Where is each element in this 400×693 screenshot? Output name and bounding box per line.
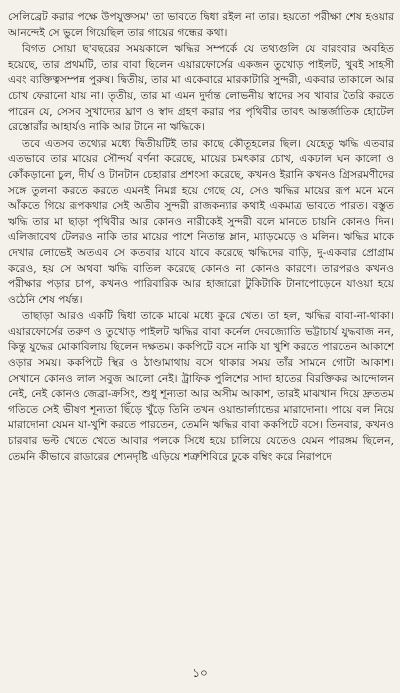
page-body	[8, 10, 394, 680]
page-number: ১০	[192, 666, 208, 680]
paragraph-3: তবে এতসব তথ্যের মধ্যে দ্বিতীয়টিই তার কাছে কৌতূহলের ছিল। যেহেতু ঋদ্ধি এতবার এতভাবে তার মায়ের সৌন্দর্য বর্ণনা করেছে, মায়ের চমৎকার চোখ, একঢাল ঘন কালো ও কোঁকড়ানো চুল, দীর্ঘ ও টানটান চেহারার প্রশংসা করেছে, কখনও ইরানি কখনও গ্রিসরমণীদের সঙ্গে তুলনা করতে করতে এমনই নিমগ্ন হয়ে গেছে যে, সেও ঋদ্ধির মায়ের রূপ মনে মনে আঁকতে গিয়ে রূপকথার সেই অতীব সুন্দরী রাজকন্যার কথাই একমাত্র ভাবতে পারত। বস্তুত ঋদ্ধি তার মা ছাড়া পৃথিবীর আর কোনও নারীকেই সুন্দরী বলে মানতে চায়নি কোনও দিন। এলিজাবেথ টেলরও নাকি তার মায়ের পাশে নিতান্ত ম্লান, ম্যাড়মেড়ে ও মলিন। ঋদ্ধির মাকে দেখার লোভেই অতএব সে কতবার যাবে যাবে করেছে ঋদ্ধিদের বাড়ি, দু-একবার প্রোগ্রাম করেও, হয় সে অথবা ঋদ্ধি বাতিল করেছে কোনও না কোনও কারণে। তারপরও কখনও পরীক্ষার পড়ার চাপ, কখনও পারিবারিক আর হাজারো টুকিটাকি টানাপোড়েনে যাওয়া হয়ে ওঠেনি শেষ পর্যন্ত।	[8, 137, 394, 306]
paragraph-2: বিগত সোয়া ছ'বছরের সময়কালে ঋদ্ধির সম্পর্কে যে তথ্যগুলি যে বারংবার অবহিত হয়েছে, তার প্রথমটি, তার বাবা ছিলেন এয়ারফোর্সের একজন তুখোড় পাইলট, খুবই সাহসী এবং ব্যক্তিত্বসম্পন্ন পুরুষ। দ্বিতীয়, তার মা একেবারে মারকাটারি সুন্দরী, একবার তাকালে আর চোখ ফেরানো যায় না। তৃতীয়, তার মা এমন দুর্দান্ত লোভনীয় স্বাদের সব খাবার তৈরি করতে পারেন যে, সেসব সুখাদ্যের ঘ্রাণ ও স্বাদ গ্রহণ করার পর পৃথিবীর তাবৎ আন্তর্জাতিক হোটেল রেস্তোরাঁর আহার্যও নাকি আর টানে না ঋদ্ধিকে।	[8, 43, 394, 134]
paragraph-4: তাছাড়া আরও একটি দ্বিধা তাকে মাঝে মধ্যে কুরে খেত। তা হল, ঋদ্ধির বাবা-না-থাকা। এয়ারফোর্সের তরুণ ও তুখোড় পাইলট ঋদ্ধির বাবা কর্নেল দেবজ্যোতি ভট্টাচার্য যুদ্ধবাজ নন, কিন্তু যুদ্ধের মোকাবিলায় ছিলেন দক্ষতম। ককপিটে বসে নাকি যা খুশি করতে পারতেন আকাশে ওড়ার সময়। ককপিটে স্থির ও ঠাণ্ডামাথায় বসে থাকার সময় তাঁর সামনে গোটা আকাশ। সেখানে কোনও লাল সবুজ আলো নেই। ট্রাফিক পুলিশের সাদা হাতের বিরক্তিকর আন্দোলন নেই, নেই কোনও জেব্রা-ক্রসিং, শুধু শূন্যতা আর অসীম আকাশ, তারই মাঝখান দিয়ে দ্রুততম গতিতে সেই ভীষণ শূন্যতা ছিঁড়ে খুঁড়ে তিনি তখন ওয়ান্ডার্ল্যান্ডের মারাদোনা। পায়ে বল নিয়ে মারাদোনা যেমন যা-খুশি করতে পারতেন, তেমনি ঋদ্ধির বাবা ককপিটে বসে। তিনবার, কখনও চারবার ভল্ট খেতে খেতে আবার পলকে সিধে হয়ে চালিয়ে যেতেও যেমন পারঙ্গম ছিলেন, তেমনি কীভাবে রাডারের শ্যেনদৃষ্টি এড়িয়ে শত্রুশিবিরে ঢুকে বম্বিং করে নিরাপদে	[8, 310, 394, 463]
paragraph-1: সেলিব্রেট করার পক্ষে উপযুক্তসম' তা ভাবতে দ্বিধা রইল না তার। হয়তো পরীক্ষা শেষ হওয়ার আনন্দেই সে ভুলে গিয়েছিল তার গায়ের গন্ধের কথা।	[8, 11, 394, 39]
